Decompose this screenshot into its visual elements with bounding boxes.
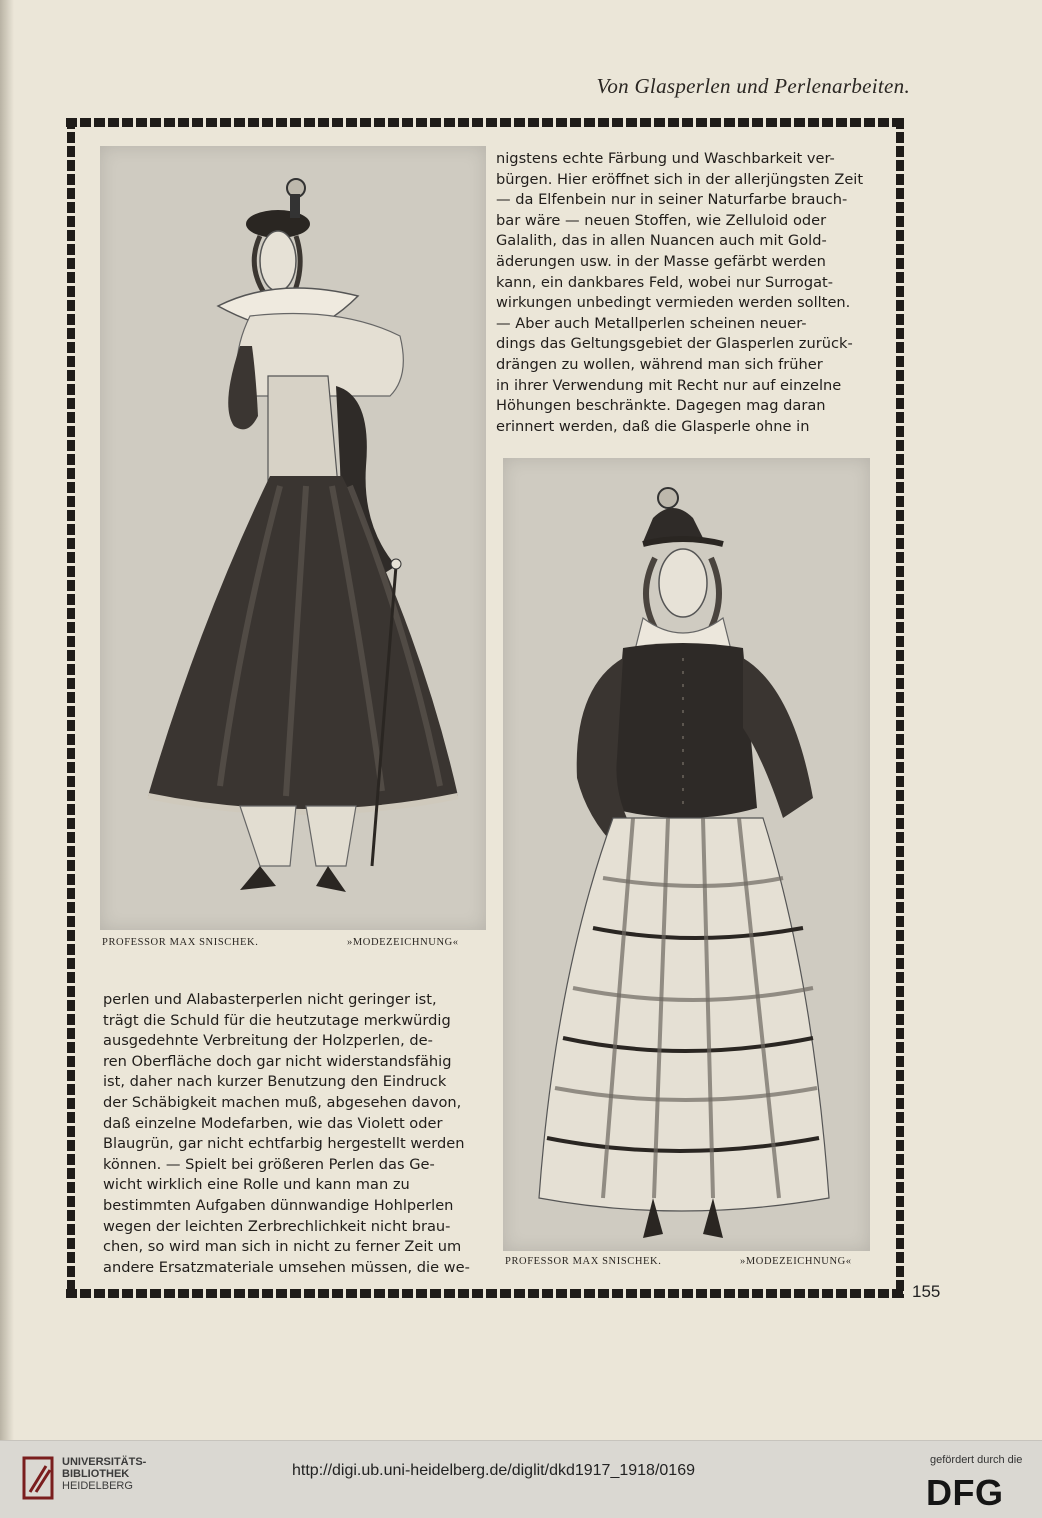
figure-2-caption-artist: PROFESSOR MAX SNISCHEK. [505, 1256, 662, 1267]
permalink-url[interactable]: http://digi.ub.uni-heidelberg.de/diglit/dkd1917_1918/0169 [292, 1462, 695, 1479]
text-line: wegen der leichten Zerbrechlichkeit nicht brau- [103, 1217, 451, 1235]
page-number: 155 [912, 1282, 941, 1301]
text-line: der Schäbigkeit machen muß, abgesehen davon, [103, 1093, 462, 1111]
text-line: wicht wirklich eine Rolle und kann man zu [103, 1176, 410, 1194]
text-line: können. — Spielt bei größeren Perlen das Ge- [103, 1155, 435, 1173]
figure-2-caption-title: »MODEZEICHNUNG« [740, 1256, 852, 1267]
funding-note: gefördert durch die [930, 1454, 1023, 1466]
text-line: ausgedehnte Verbreitung der Holzperlen, de- [103, 1032, 433, 1050]
border-right [896, 118, 904, 1298]
text-line: bürgen. Hier eröffnet sich in der allerjüngsten Zeit [496, 170, 864, 188]
text-line: dings das Geltungsgebiet der Glasperlen zurück- [496, 335, 853, 353]
text-line: in ihrer Verwendung mit Recht nur auf einzelne [496, 376, 842, 394]
text-column-left-bottom [103, 990, 485, 1278]
illustration-dark-dress [100, 146, 486, 930]
text-line: kann, ein dankbares Feld, wobei nur Surrogat- [496, 273, 834, 291]
text-line: daß einzelne Modefarben, wie das Violett oder [103, 1114, 443, 1132]
text-line: — Aber auch Metallperlen scheinen neuer- [496, 314, 807, 332]
border-top [66, 118, 904, 127]
running-head: Von Glasperlen und Perlenarbeiten. [596, 74, 910, 98]
text-column-right-top [496, 149, 866, 437]
text-line: Galalith, das in allen Nuancen auch mit Gold- [496, 232, 827, 250]
logo-line: HEIDELBERG [62, 1480, 133, 1492]
university-library-name[interactable] [62, 1456, 146, 1492]
text-line: bestimmten Aufgaben dünnwandige Hohlperlen [103, 1196, 454, 1214]
figure-1-caption-artist: PROFESSOR MAX SNISCHEK. [102, 937, 259, 948]
text-line: Blaugrün, gar nicht echtfarbig hergestellt werden [103, 1135, 465, 1153]
text-line: äderungen usw. in der Masse gefärbt werden [496, 252, 826, 270]
university-library-logo-icon[interactable] [22, 1456, 54, 1500]
text-line: wirkungen unbedingt vermieden werden sollten. [496, 294, 851, 312]
fashion-illustration-1 [100, 146, 486, 930]
border-bottom [66, 1289, 904, 1298]
border-left [67, 118, 75, 1298]
text-line: Höhungen beschränkte. Dagegen mag daran [496, 397, 826, 415]
dfg-logo[interactable]: DFG [926, 1472, 1004, 1513]
text-line: erinnert werden, daß die Glasperle ohne in [496, 417, 810, 435]
text-line: — da Elfenbein nur in seiner Naturfarbe brauch- [496, 191, 848, 209]
text-line: ren Oberfläche doch gar nicht widerstandsfähig [103, 1052, 452, 1070]
text-line: trägt die Schuld für die heutzutage merkwürdig [103, 1011, 451, 1029]
text-line: nigstens echte Färbung und Waschbarkeit ver- [496, 150, 835, 167]
text-line: perlen und Alabasterperlen nicht geringer ist, [103, 991, 437, 1008]
fashion-illustration-2 [503, 458, 870, 1251]
text-line: ist, daher nach kurzer Benutzung den Eindruck [103, 1073, 447, 1091]
text-line: andere Ersatzmateriale umsehen müssen, die we- [103, 1258, 470, 1276]
logo-line: UNIVERSITÄTS- [62, 1456, 147, 1468]
text-line: bar wäre — neuen Stoffen, wie Zelluloid oder [496, 211, 827, 229]
text-line: chen, so wird man sich in nicht zu ferner Zeit um [103, 1238, 462, 1256]
text-line: drängen zu wollen, während man sich früher [496, 355, 823, 373]
figure-1-caption-title: »MODEZEICHNUNG« [347, 937, 459, 948]
illustration-checked-dress [503, 458, 870, 1251]
logo-line: BIBLIOTHEK [62, 1468, 130, 1480]
